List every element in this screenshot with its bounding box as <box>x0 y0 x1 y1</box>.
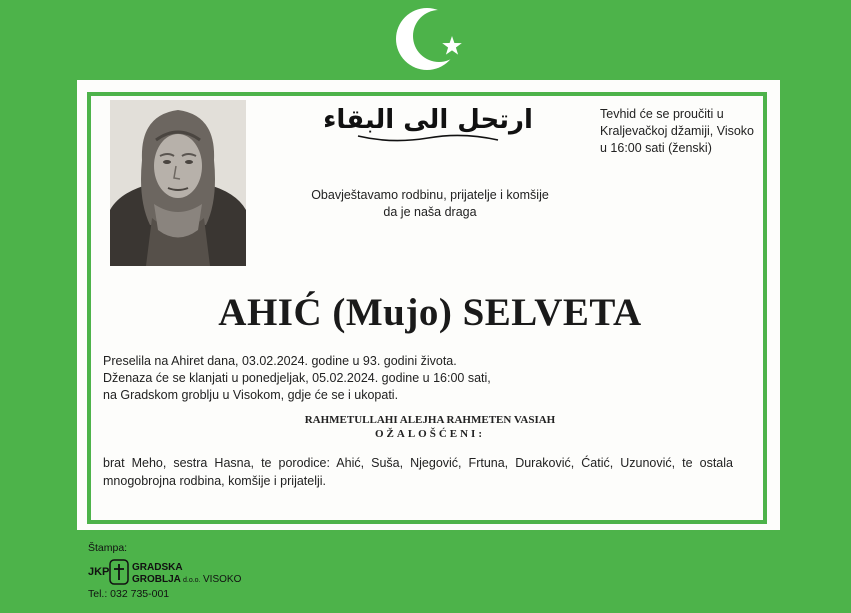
details-line: Dženaza će se klanjati u ponedjeljak, 05.02.2024. godine u 16:00 sati, <box>103 371 491 385</box>
logo-line1: GRADSKA <box>132 562 183 573</box>
deceased-name: AHIĆ (Mujo) SELVETA <box>218 291 642 334</box>
logo-city: VISOKO <box>203 574 242 585</box>
mourners-list: brat Meho, sestra Hasna, te porodice: Ahić, Suša, Njegović, Frtuna, Duraković, Ćatić, Uzunović, te ostala mnogobrojna rodbina, komšije i prijatelji. <box>103 456 733 488</box>
mourners-label: OŽALOŠĆENI: <box>374 428 486 440</box>
tevhid-line: Kraljevačkoj džamiji, Visoko <box>600 124 754 138</box>
cemetery-logo-icon <box>88 556 248 588</box>
tevhid-info <box>600 106 770 157</box>
print-label: Štampa: <box>88 542 128 554</box>
logo-jkp: JKP <box>88 566 110 578</box>
intro-line: da je naša draga <box>383 205 477 219</box>
details-line: Preselila na Ahiret dana, 03.02.2024. godine u 93. godini života. <box>103 354 457 368</box>
details-line: na Gradskom groblju u Visokom, gdje će se i ukopati. <box>103 388 399 402</box>
funeral-details <box>103 353 703 404</box>
tevhid-line: Tevhid će se proučiti u <box>600 107 724 121</box>
crescent-star-icon <box>395 6 465 72</box>
phone-number: Tel.: 032 735-001 <box>88 588 170 600</box>
prayer-text: RAHMETULLAHI ALEJHA RAHMETEN VASIAH <box>304 414 556 426</box>
logo-line2: GROBLJA <box>132 574 181 585</box>
deceased-photo <box>110 100 246 266</box>
intro-text <box>290 187 570 221</box>
arabic-calligraphy <box>323 98 533 146</box>
svg-text:ارتحل الى البقاء: ارتحل الى البقاء <box>323 105 533 135</box>
intro-line: Obavještavamo rodbinu, prijatelje i komšije <box>311 188 549 202</box>
tevhid-line: u 16:00 sati (ženski) <box>600 141 712 155</box>
logo-doo: d.o.o. <box>183 577 201 584</box>
